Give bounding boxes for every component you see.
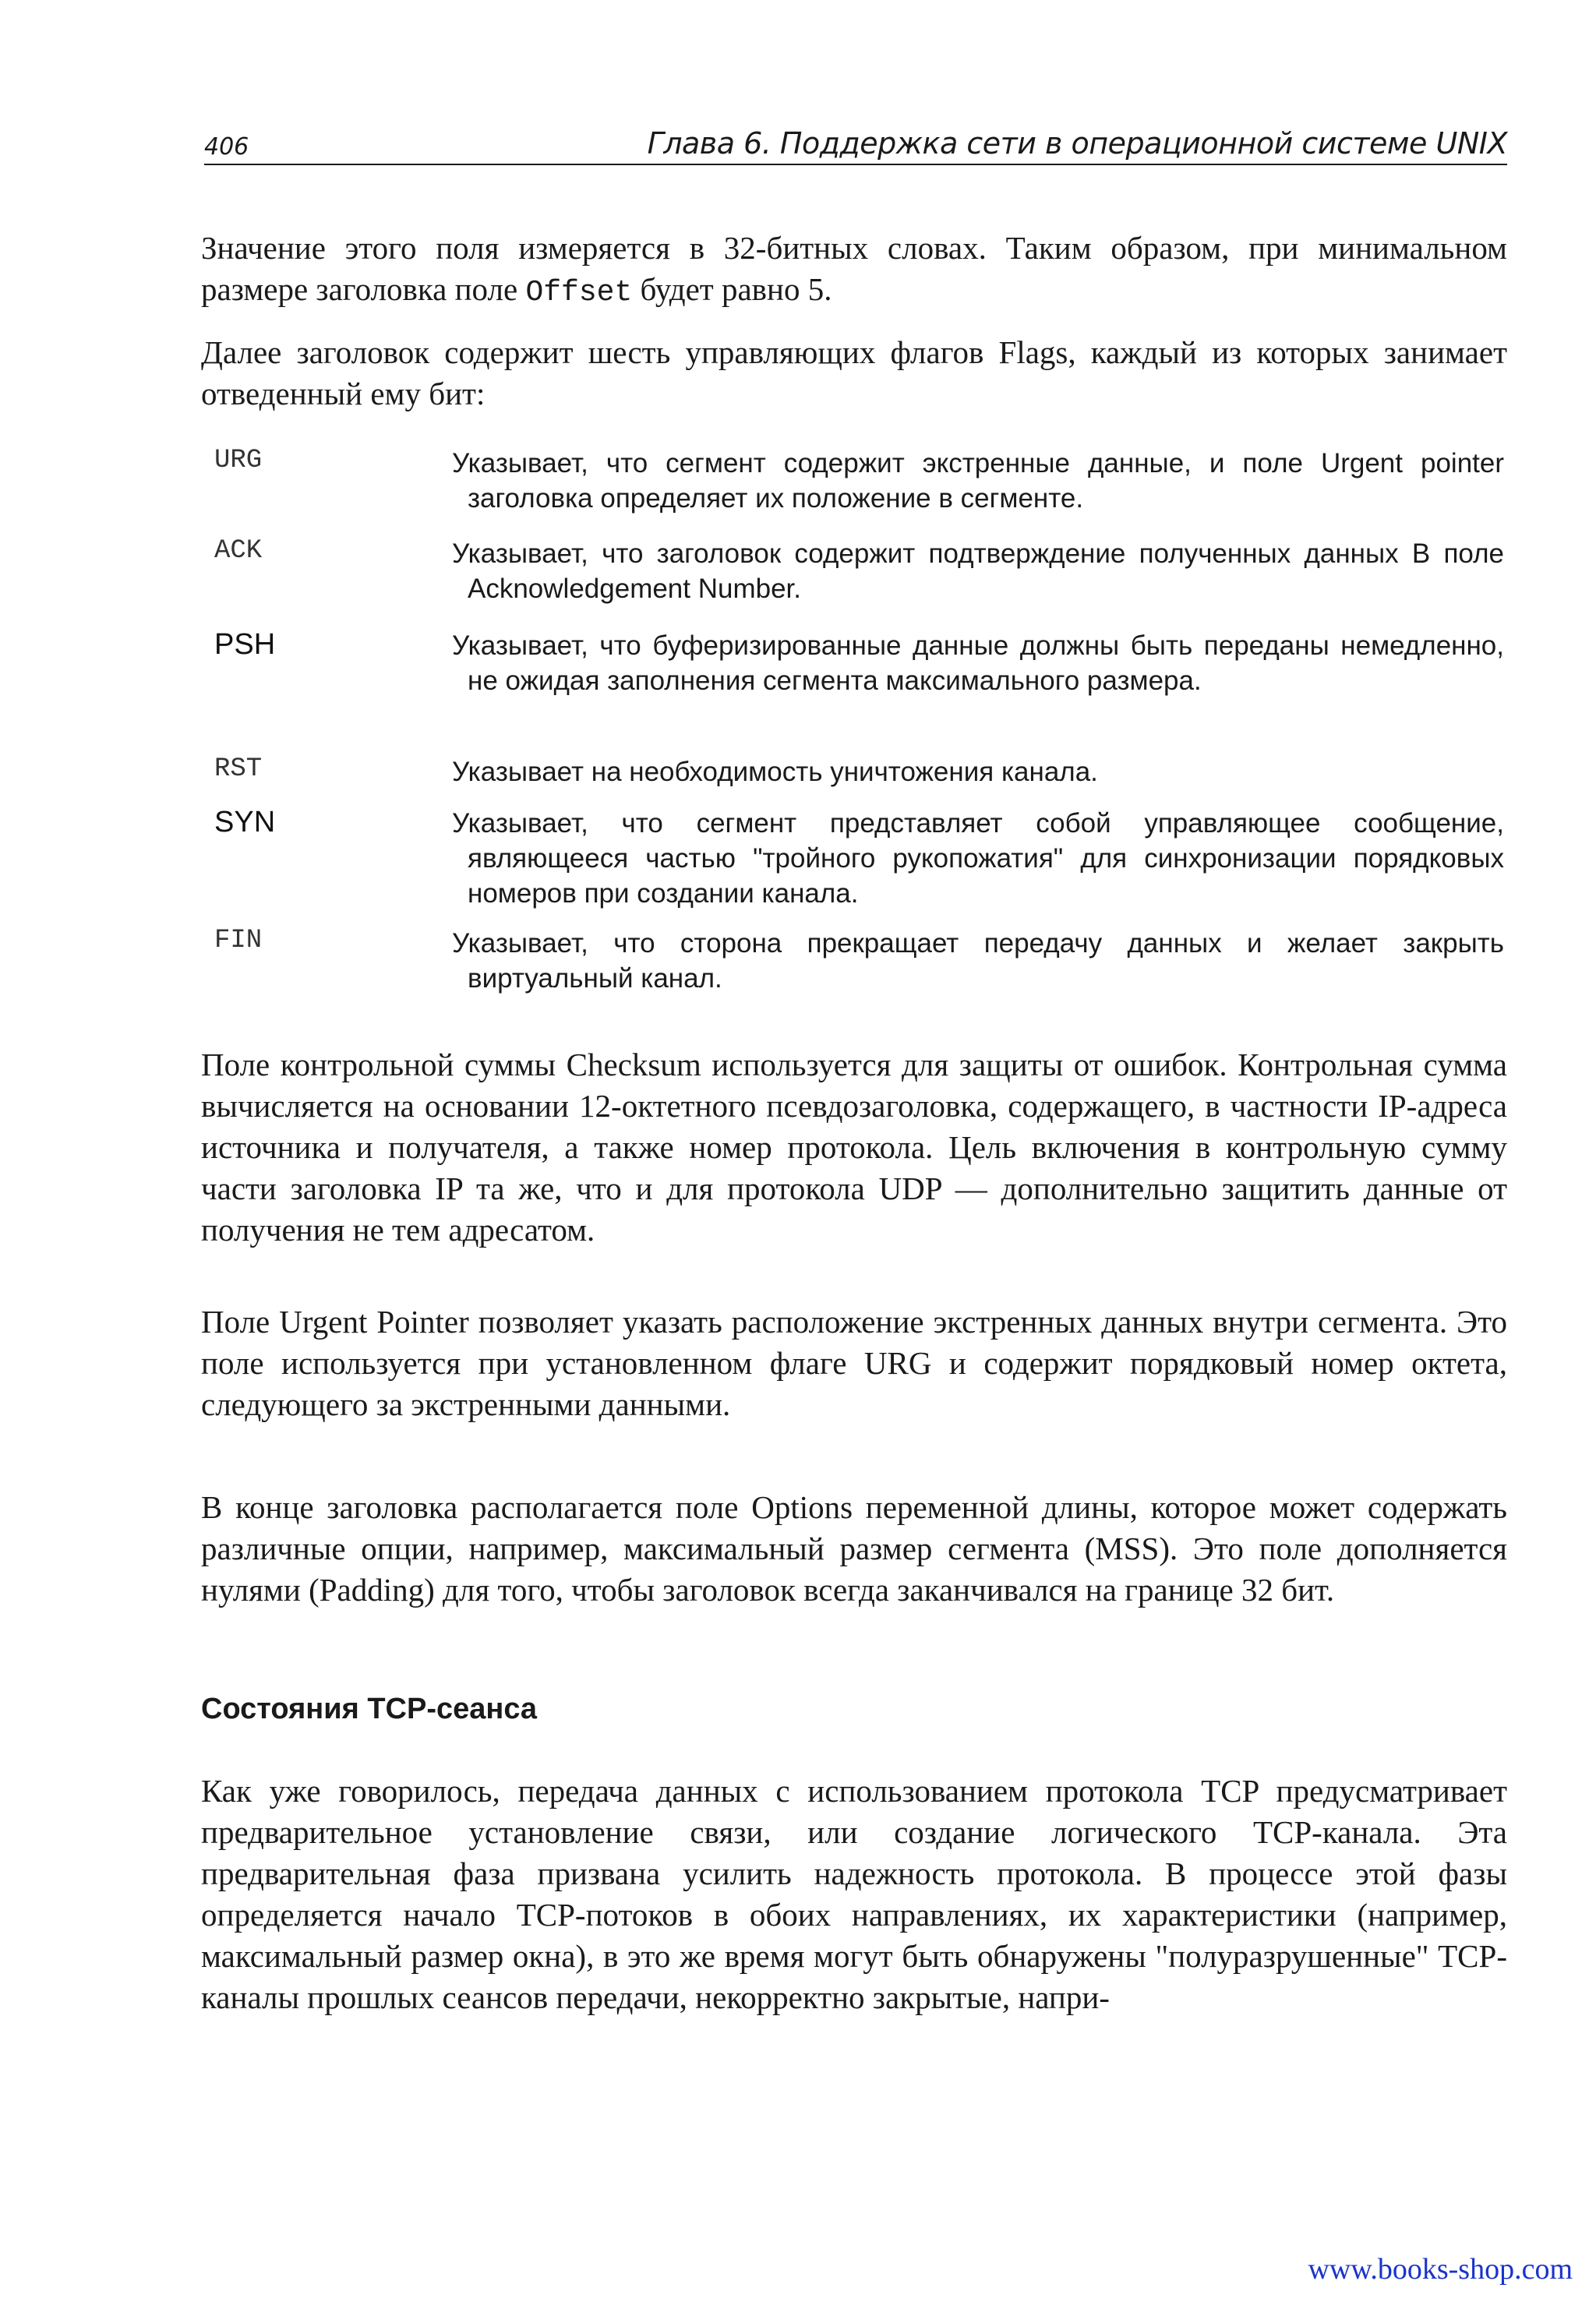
flag-description: Указывает, что сторона прекращает передачу данных и желает закрыть виртуальный канал.	[452, 928, 1504, 994]
running-header	[204, 125, 1507, 165]
flag-description: Указывает, что сегмент представляет собой управляющее сообщение, являющееся частью "тройного рукопожатия" для синхронизации порядковых номеров при создании канала.	[452, 808, 1504, 909]
chapter-title: Глава 6. Поддержка сети в операционной системе UNIX	[647, 126, 1507, 161]
flag-description: Указывает, что буферизированные данные должны быть переданы немедленно, не ожидая заполнения сегмента максимального размера.	[452, 630, 1504, 696]
flag-name: RST	[214, 754, 263, 784]
flag-name: ACK	[214, 536, 263, 566]
code-offset: Offset	[525, 276, 633, 309]
paragraph-options: В конце заголовка располагается поле Options переменной длины, которое может содержать различные опции, например, максимальный размер сегмента (MSS). Это поле дополняется нулями (Padding) для того, чтобы заголовок всегда заканчивался на границе 32 бит.	[201, 1489, 1507, 1608]
flag-description: Указывает на необходимость уничтожения канала.	[452, 757, 1098, 787]
paragraph-tcp-session: Как уже говорилось, передача данных с использованием протокола TCP предусматривает предварительное установление связи, или создание логического TCP-канала. Эта предварительная фаза призвана усилить надежность протокола. В процессе этой фазы определяется начало TCP-потоков в обоих направлениях, их характеристики (например, максимальный размер окна), в это же время могут быть обнаружены "полуразрушенные" TCP-каналы прошлых сеансов передачи, некорректно закрытые, напри-	[201, 1773, 1507, 2015]
paragraph-urgent-pointer: Поле Urgent Pointer позволяет указать расположение экстренных данных внутри сегмента. Это поле используется при установленном флаге URG и содержит порядковый номер октета, следующего за экстренными данными.	[201, 1304, 1507, 1422]
paragraph-text: Значение этого поля измеряется в 32-битных словах. Таким образом, при минимальном размере заголовка поле	[201, 230, 1507, 307]
watermark-link[interactable]: www.books-shop.com	[1308, 2253, 1573, 2286]
flag-name: URG	[214, 446, 263, 475]
flag-description: Указывает, что заголовок содержит подтверждение полученных данных В поле Acknowledgement Number.	[452, 538, 1504, 604]
paragraph-checksum: Поле контрольной суммы Checksum используется для защиты от ошибок. Контрольная сумма вычисляется на основании 12-октетного псевдозаголовка, содержащего, в частности IP-адреса источника и получателя, а также номер протокола. Цель включения в контрольную сумму части заголовка IP та же, что и для протокола UDP — дополнительно защитить данные от получения не тем адресатом.	[201, 1047, 1507, 1248]
section-heading: Состояния TCP-сеанса	[201, 1693, 538, 1725]
flag-name: FIN	[214, 926, 263, 955]
flag-name: PSH	[214, 628, 276, 661]
paragraph-flags-intro: Далее заголовок содержит шесть управляющих флагов Flags, каждый из которых занимает отведенный ему бит:	[201, 334, 1507, 411]
flag-description: Указывает, что сегмент содержит экстренные данные, и поле Urgent pointer заголовка определяет их положение в сегменте.	[452, 448, 1504, 514]
paragraph-text: будет равно 5.	[632, 271, 832, 307]
page-number: 406	[204, 133, 249, 161]
paragraph-offset	[201, 228, 1507, 313]
flag-name: SYN	[214, 806, 276, 839]
